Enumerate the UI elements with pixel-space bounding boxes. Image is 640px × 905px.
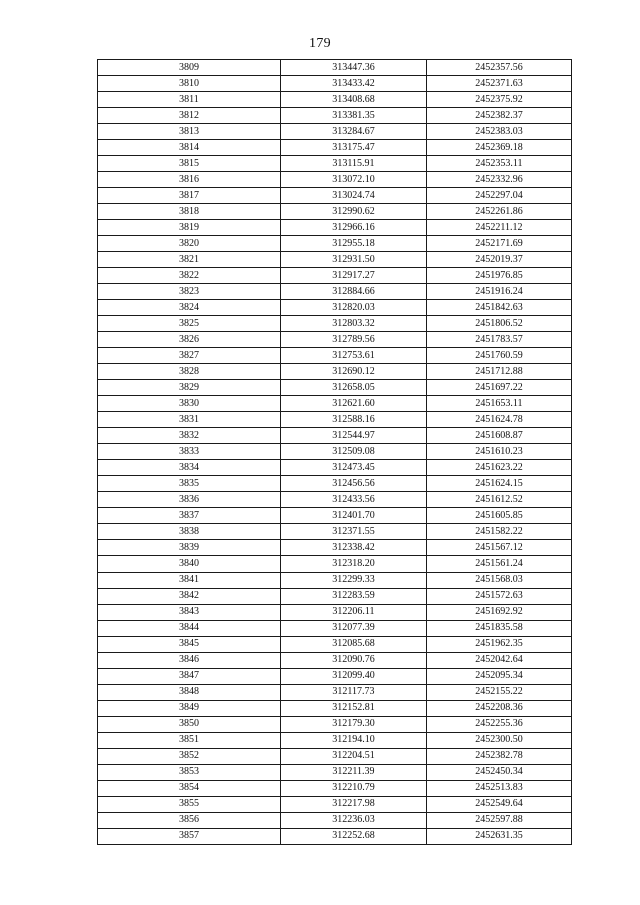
table-row xyxy=(98,252,572,268)
x-coordinate-cell: 312690.12 xyxy=(281,364,427,380)
point-number-cell: 3820 xyxy=(98,236,281,252)
y-coordinate-cell: 2452371.63 xyxy=(427,76,572,92)
point-number-cell: 3818 xyxy=(98,204,281,220)
y-coordinate-cell: 2451697.22 xyxy=(427,380,572,396)
y-coordinate-cell: 2452597.88 xyxy=(427,812,572,828)
y-coordinate-cell: 2452369.18 xyxy=(427,140,572,156)
x-coordinate-cell: 312990.62 xyxy=(281,204,427,220)
point-number-cell: 3848 xyxy=(98,684,281,700)
point-number-cell: 3819 xyxy=(98,220,281,236)
point-number-cell: 3851 xyxy=(98,732,281,748)
table-row xyxy=(98,668,572,684)
table-row xyxy=(98,748,572,764)
y-coordinate-cell: 2452095.34 xyxy=(427,668,572,684)
coordinates-table-body xyxy=(98,60,572,845)
point-number-cell: 3813 xyxy=(98,124,281,140)
x-coordinate-cell: 313408.68 xyxy=(281,92,427,108)
x-coordinate-cell: 312204.51 xyxy=(281,748,427,764)
x-coordinate-cell: 312433.56 xyxy=(281,492,427,508)
point-number-cell: 3817 xyxy=(98,188,281,204)
table-row xyxy=(98,572,572,588)
point-number-cell: 3809 xyxy=(98,60,281,76)
y-coordinate-cell: 2451692.92 xyxy=(427,604,572,620)
y-coordinate-cell: 2451572.63 xyxy=(427,588,572,604)
y-coordinate-cell: 2452042.64 xyxy=(427,652,572,668)
table-row xyxy=(98,684,572,700)
point-number-cell: 3816 xyxy=(98,172,281,188)
y-coordinate-cell: 2451783.57 xyxy=(427,332,572,348)
point-number-cell: 3822 xyxy=(98,268,281,284)
y-coordinate-cell: 2452353.11 xyxy=(427,156,572,172)
y-coordinate-cell: 2452171.69 xyxy=(427,236,572,252)
point-number-cell: 3824 xyxy=(98,300,281,316)
point-number-cell: 3853 xyxy=(98,764,281,780)
x-coordinate-cell: 312299.33 xyxy=(281,572,427,588)
table-row xyxy=(98,380,572,396)
y-coordinate-cell: 2452019.37 xyxy=(427,252,572,268)
point-number-cell: 3811 xyxy=(98,92,281,108)
table-row xyxy=(98,588,572,604)
y-coordinate-cell: 2451842.63 xyxy=(427,300,572,316)
y-coordinate-cell: 2452549.64 xyxy=(427,796,572,812)
x-coordinate-cell: 312658.05 xyxy=(281,380,427,396)
x-coordinate-cell: 312085.68 xyxy=(281,636,427,652)
x-coordinate-cell: 312588.16 xyxy=(281,412,427,428)
x-coordinate-cell: 312753.61 xyxy=(281,348,427,364)
table-row xyxy=(98,188,572,204)
point-number-cell: 3844 xyxy=(98,620,281,636)
table-row xyxy=(98,492,572,508)
x-coordinate-cell: 313115.91 xyxy=(281,156,427,172)
point-number-cell: 3850 xyxy=(98,716,281,732)
x-coordinate-cell: 313072.10 xyxy=(281,172,427,188)
table-row xyxy=(98,476,572,492)
table-row xyxy=(98,796,572,812)
table-row xyxy=(98,92,572,108)
x-coordinate-cell: 312338.42 xyxy=(281,540,427,556)
y-coordinate-cell: 2451612.52 xyxy=(427,492,572,508)
point-number-cell: 3826 xyxy=(98,332,281,348)
table-row xyxy=(98,124,572,140)
point-number-cell: 3812 xyxy=(98,108,281,124)
x-coordinate-cell: 312099.40 xyxy=(281,668,427,684)
y-coordinate-cell: 2452382.37 xyxy=(427,108,572,124)
y-coordinate-cell: 2452255.36 xyxy=(427,716,572,732)
point-number-cell: 3857 xyxy=(98,828,281,844)
point-number-cell: 3810 xyxy=(98,76,281,92)
x-coordinate-cell: 312152.81 xyxy=(281,700,427,716)
y-coordinate-cell: 2452382.78 xyxy=(427,748,572,764)
point-number-cell: 3839 xyxy=(98,540,281,556)
point-number-cell: 3847 xyxy=(98,668,281,684)
table-row xyxy=(98,556,572,572)
point-number-cell: 3840 xyxy=(98,556,281,572)
point-number-cell: 3836 xyxy=(98,492,281,508)
point-number-cell: 3825 xyxy=(98,316,281,332)
point-number-cell: 3832 xyxy=(98,428,281,444)
x-coordinate-cell: 312789.56 xyxy=(281,332,427,348)
x-coordinate-cell: 312077.39 xyxy=(281,620,427,636)
point-number-cell: 3834 xyxy=(98,460,281,476)
table-row xyxy=(98,300,572,316)
table-row xyxy=(98,60,572,76)
table-row xyxy=(98,332,572,348)
x-coordinate-cell: 312318.20 xyxy=(281,556,427,572)
x-coordinate-cell: 312820.03 xyxy=(281,300,427,316)
point-number-cell: 3823 xyxy=(98,284,281,300)
y-coordinate-cell: 2452332.96 xyxy=(427,172,572,188)
y-coordinate-cell: 2451712.88 xyxy=(427,364,572,380)
x-coordinate-cell: 312917.27 xyxy=(281,268,427,284)
table-row xyxy=(98,828,572,844)
y-coordinate-cell: 2452631.35 xyxy=(427,828,572,844)
x-coordinate-cell: 313284.67 xyxy=(281,124,427,140)
table-row xyxy=(98,620,572,636)
y-coordinate-cell: 2452208.36 xyxy=(427,700,572,716)
point-number-cell: 3821 xyxy=(98,252,281,268)
point-number-cell: 3835 xyxy=(98,476,281,492)
y-coordinate-cell: 2452450.34 xyxy=(427,764,572,780)
y-coordinate-cell: 2452261.86 xyxy=(427,204,572,220)
table-row xyxy=(98,716,572,732)
table-row xyxy=(98,700,572,716)
y-coordinate-cell: 2452300.50 xyxy=(427,732,572,748)
x-coordinate-cell: 312252.68 xyxy=(281,828,427,844)
point-number-cell: 3833 xyxy=(98,444,281,460)
x-coordinate-cell: 312401.70 xyxy=(281,508,427,524)
table-row xyxy=(98,108,572,124)
table-row xyxy=(98,204,572,220)
point-number-cell: 3849 xyxy=(98,700,281,716)
x-coordinate-cell: 312966.16 xyxy=(281,220,427,236)
point-number-cell: 3842 xyxy=(98,588,281,604)
table-row xyxy=(98,316,572,332)
y-coordinate-cell: 2451608.87 xyxy=(427,428,572,444)
y-coordinate-cell: 2451568.03 xyxy=(427,572,572,588)
x-coordinate-cell: 313381.35 xyxy=(281,108,427,124)
x-coordinate-cell: 312206.11 xyxy=(281,604,427,620)
x-coordinate-cell: 312090.76 xyxy=(281,652,427,668)
x-coordinate-cell: 312544.97 xyxy=(281,428,427,444)
table-row xyxy=(98,172,572,188)
x-coordinate-cell: 312283.59 xyxy=(281,588,427,604)
y-coordinate-cell: 2452211.12 xyxy=(427,220,572,236)
point-number-cell: 3845 xyxy=(98,636,281,652)
x-coordinate-cell: 313447.36 xyxy=(281,60,427,76)
x-coordinate-cell: 312117.73 xyxy=(281,684,427,700)
table-row xyxy=(98,76,572,92)
x-coordinate-cell: 312456.56 xyxy=(281,476,427,492)
x-coordinate-cell: 312194.10 xyxy=(281,732,427,748)
point-number-cell: 3856 xyxy=(98,812,281,828)
y-coordinate-cell: 2451835.58 xyxy=(427,620,572,636)
point-number-cell: 3831 xyxy=(98,412,281,428)
y-coordinate-cell: 2452513.83 xyxy=(427,780,572,796)
table-row xyxy=(98,268,572,284)
y-coordinate-cell: 2451624.78 xyxy=(427,412,572,428)
x-coordinate-cell: 312509.08 xyxy=(281,444,427,460)
table-row xyxy=(98,396,572,412)
table-row xyxy=(98,732,572,748)
point-number-cell: 3852 xyxy=(98,748,281,764)
x-coordinate-cell: 312884.66 xyxy=(281,284,427,300)
y-coordinate-cell: 2452155.22 xyxy=(427,684,572,700)
x-coordinate-cell: 312236.03 xyxy=(281,812,427,828)
point-number-cell: 3846 xyxy=(98,652,281,668)
x-coordinate-cell: 312217.98 xyxy=(281,796,427,812)
y-coordinate-cell: 2451916.24 xyxy=(427,284,572,300)
y-coordinate-cell: 2451976.85 xyxy=(427,268,572,284)
x-coordinate-cell: 312179.30 xyxy=(281,716,427,732)
table-row xyxy=(98,236,572,252)
table-row xyxy=(98,348,572,364)
table-row xyxy=(98,140,572,156)
point-number-cell: 3827 xyxy=(98,348,281,364)
table-row xyxy=(98,220,572,236)
point-number-cell: 3815 xyxy=(98,156,281,172)
y-coordinate-cell: 2451653.11 xyxy=(427,396,572,412)
x-coordinate-cell: 312371.55 xyxy=(281,524,427,540)
table-row xyxy=(98,284,572,300)
page-number: 179 xyxy=(309,36,331,51)
table-row xyxy=(98,652,572,668)
point-number-cell: 3838 xyxy=(98,524,281,540)
x-coordinate-cell: 312931.50 xyxy=(281,252,427,268)
x-coordinate-cell: 312211.39 xyxy=(281,764,427,780)
table-row xyxy=(98,412,572,428)
point-number-cell: 3828 xyxy=(98,364,281,380)
y-coordinate-cell: 2451806.52 xyxy=(427,316,572,332)
point-number-cell: 3843 xyxy=(98,604,281,620)
y-coordinate-cell: 2451610.23 xyxy=(427,444,572,460)
point-number-cell: 3829 xyxy=(98,380,281,396)
point-number-cell: 3855 xyxy=(98,796,281,812)
table-row xyxy=(98,156,572,172)
y-coordinate-cell: 2451962.35 xyxy=(427,636,572,652)
x-coordinate-cell: 313024.74 xyxy=(281,188,427,204)
y-coordinate-cell: 2452375.92 xyxy=(427,92,572,108)
coordinates-table xyxy=(97,59,572,845)
y-coordinate-cell: 2451760.59 xyxy=(427,348,572,364)
y-coordinate-cell: 2452357.56 xyxy=(427,60,572,76)
point-number-cell: 3814 xyxy=(98,140,281,156)
x-coordinate-cell: 312803.32 xyxy=(281,316,427,332)
y-coordinate-cell: 2451561.24 xyxy=(427,556,572,572)
table-row xyxy=(98,364,572,380)
x-coordinate-cell: 312210.79 xyxy=(281,780,427,796)
point-number-cell: 3837 xyxy=(98,508,281,524)
y-coordinate-cell: 2452297.04 xyxy=(427,188,572,204)
y-coordinate-cell: 2452383.03 xyxy=(427,124,572,140)
table-row xyxy=(98,460,572,476)
x-coordinate-cell: 313433.42 xyxy=(281,76,427,92)
table-row xyxy=(98,780,572,796)
x-coordinate-cell: 312473.45 xyxy=(281,460,427,476)
table-row xyxy=(98,540,572,556)
y-coordinate-cell: 2451605.85 xyxy=(427,508,572,524)
x-coordinate-cell: 312955.18 xyxy=(281,236,427,252)
point-number-cell: 3830 xyxy=(98,396,281,412)
y-coordinate-cell: 2451624.15 xyxy=(427,476,572,492)
point-number-cell: 3854 xyxy=(98,780,281,796)
x-coordinate-cell: 313175.47 xyxy=(281,140,427,156)
y-coordinate-cell: 2451567.12 xyxy=(427,540,572,556)
point-number-cell: 3841 xyxy=(98,572,281,588)
table-row xyxy=(98,764,572,780)
table-row xyxy=(98,604,572,620)
table-row xyxy=(98,428,572,444)
table-row xyxy=(98,444,572,460)
table-row xyxy=(98,524,572,540)
table-row xyxy=(98,636,572,652)
table-row xyxy=(98,508,572,524)
x-coordinate-cell: 312621.60 xyxy=(281,396,427,412)
table-row xyxy=(98,812,572,828)
y-coordinate-cell: 2451623.22 xyxy=(427,460,572,476)
y-coordinate-cell: 2451582.22 xyxy=(427,524,572,540)
